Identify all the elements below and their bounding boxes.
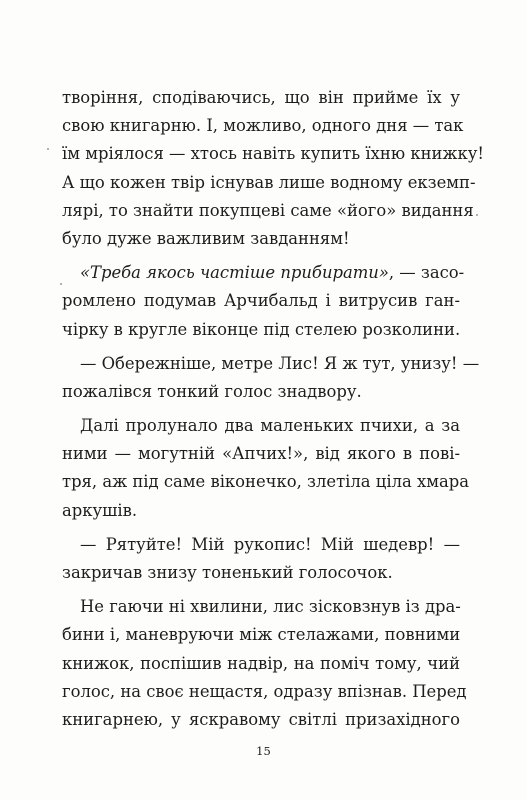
text-line: А що кожен твір існував лише водному екземп- (62, 172, 476, 192)
text-line: свою книгарню. І, можливо, одного дня — так (62, 116, 464, 136)
italic-quote: «Треба якось частіше прибирати» (80, 263, 389, 283)
text-line: книжок, поспішив надвір, на поміч тому, чий (62, 653, 460, 673)
text-line: аркушів. (62, 500, 138, 520)
text-line: було дуже важливим завданням! (62, 228, 350, 248)
text-line: — Обережніше, метре Лис! Я ж тут, унизу! — (80, 353, 480, 373)
text-line: тря, аж під саме віконечко, злетіла ціла хмара (62, 472, 469, 492)
body-text (62, 84, 484, 734)
text-line: — Рятуйте! Мій рукопис! Мій шедевр! — (80, 534, 460, 554)
text-line: творіння, сподіваючись, що він прийме їх у (62, 88, 460, 107)
text-line: бини і, маневруючи між стелажами, повними (62, 625, 461, 645)
text-line: голос, на своє нещастя, одразу впізнав. Перед (62, 681, 467, 701)
text-line: «Треба якось частіше прибирати», — засо- (80, 263, 465, 283)
text-line: їм мріялося — хтось навіть купить їхню книжку! (62, 144, 484, 164)
text-line: лярі, то знайти покупцеві саме «його» видання (62, 200, 474, 220)
text-line: ними — могутній «Апчих!», від якого в пові- (62, 444, 460, 464)
page-number: 15 (256, 744, 271, 758)
text-line: закричав знизу тоненький голосочок. (62, 563, 393, 582)
text-line: ромлено подумав Арчибальд і витрусив ган- (62, 291, 460, 311)
text-line: Не гаючи ні хвилини, лис зісковзнув із дра- (80, 597, 461, 617)
text-line: Далі пролунало два маленьких пчихи, а за (80, 416, 460, 436)
text-line: пожалівся тонкий голос знадвору. (62, 381, 362, 401)
text-line: книгарнею, у яскравому світлі призахідного (62, 709, 460, 729)
text-line: чірку в кругле віконце під стелею розколини. (62, 319, 461, 339)
